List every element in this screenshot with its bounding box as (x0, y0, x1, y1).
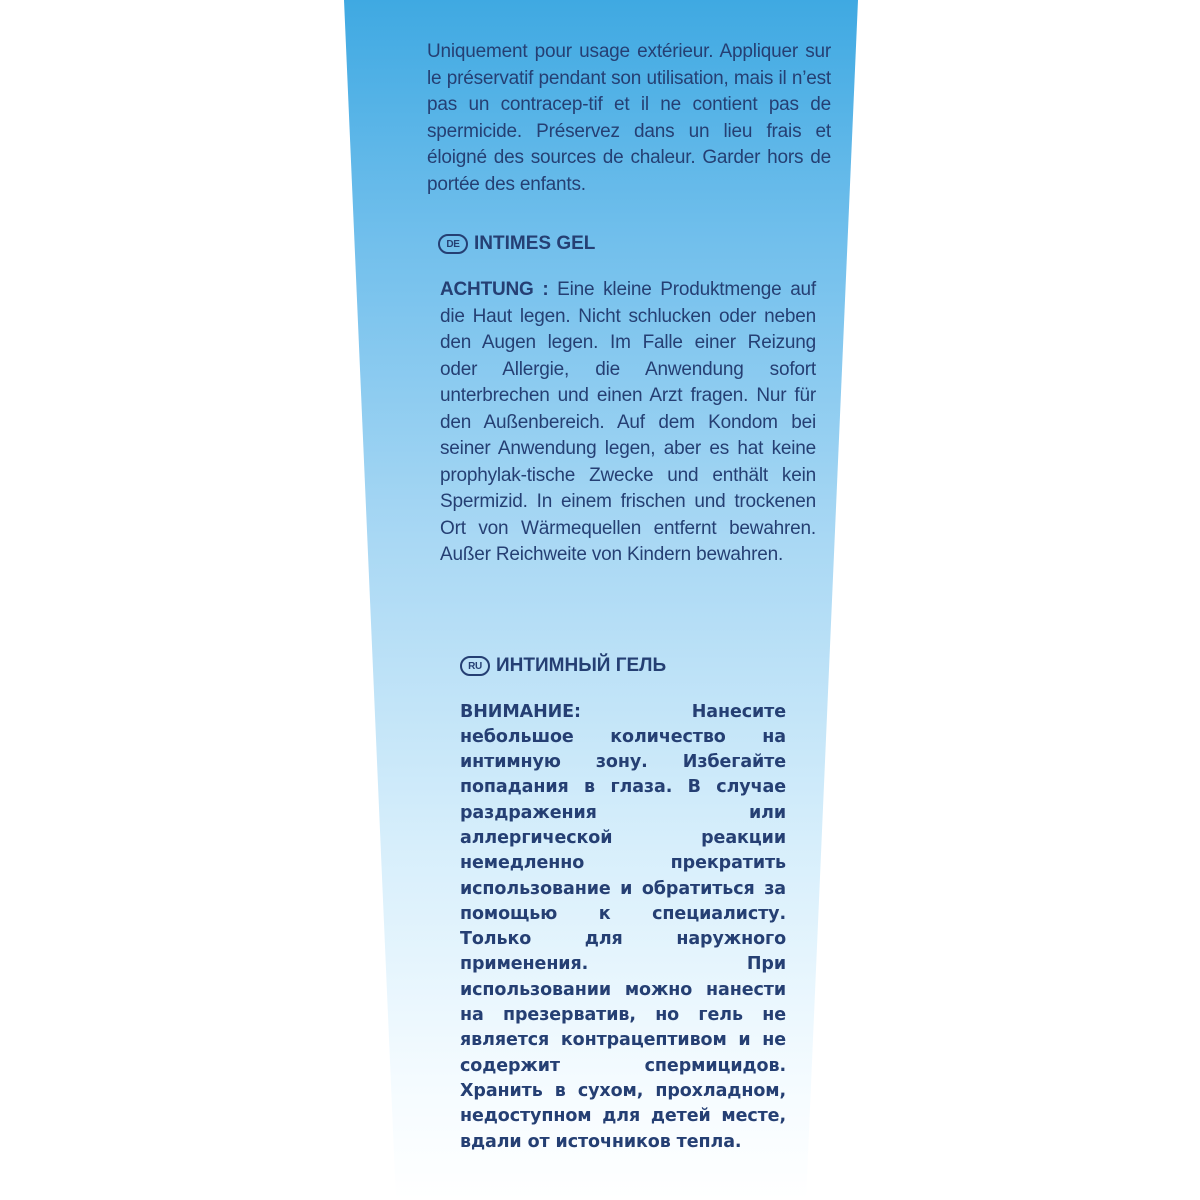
russian-section-heading (460, 655, 666, 677)
russian-section-title: ИНТИМНЫЙ ГЕЛЬ (496, 655, 667, 676)
german-instructions-text (440, 277, 816, 569)
russian-instructions-text: ВНИМАНИЕ: Нанесите небольшое количество на интимную зону. Избегайте попадания в глаза. В случае раздражения или аллергической реакции немедленно прекратить использование и обратиться за помощью к специалисту. Только для наружного применения. При использовании можно нанести на презерватив, но гель не является контрацептивом и не содержит спермицидов. Хранить в сухом, прохладном, недоступном для детей месте, вдали от источников тепла. (460, 701, 786, 1152)
de-language-badge: DE (438, 234, 468, 254)
ru-language-badge: RU (460, 656, 490, 676)
german-section-title: INTIMES GEL (474, 233, 596, 254)
german-instructions-body: Eine kleine Produktmenge auf die Haut legen. Nicht schlucken oder neben den Augen legen. Im Falle einer Reizung oder Allergie, die Anwendung sofort unterbrechen und einen Arzt fragen. Nur für den Außenbereich. Auf dem Kondom bei seiner Anwendung legen, aber es hat keine prophylak-tische Zwecke und enthält kein Spermizid. In einem frischen und trockenen Ort von Wärmequellen entfernt bewahren. Außer Reichweite von Kindern bewahren. (440, 279, 817, 565)
german-warning-lead: ACHTUNG : (440, 279, 549, 300)
german-section-heading (438, 233, 595, 255)
french-instructions-text: Uniquement pour usage extérieur. Appliquer sur le préservatif pendant son utilisation, mais il n’est pas un contracep-tif et il ne contient pas de spermicide. Préservez dans un lieu frais et éloigné des sources de chaleur. Garder hors de portée des enfants. (427, 41, 831, 195)
